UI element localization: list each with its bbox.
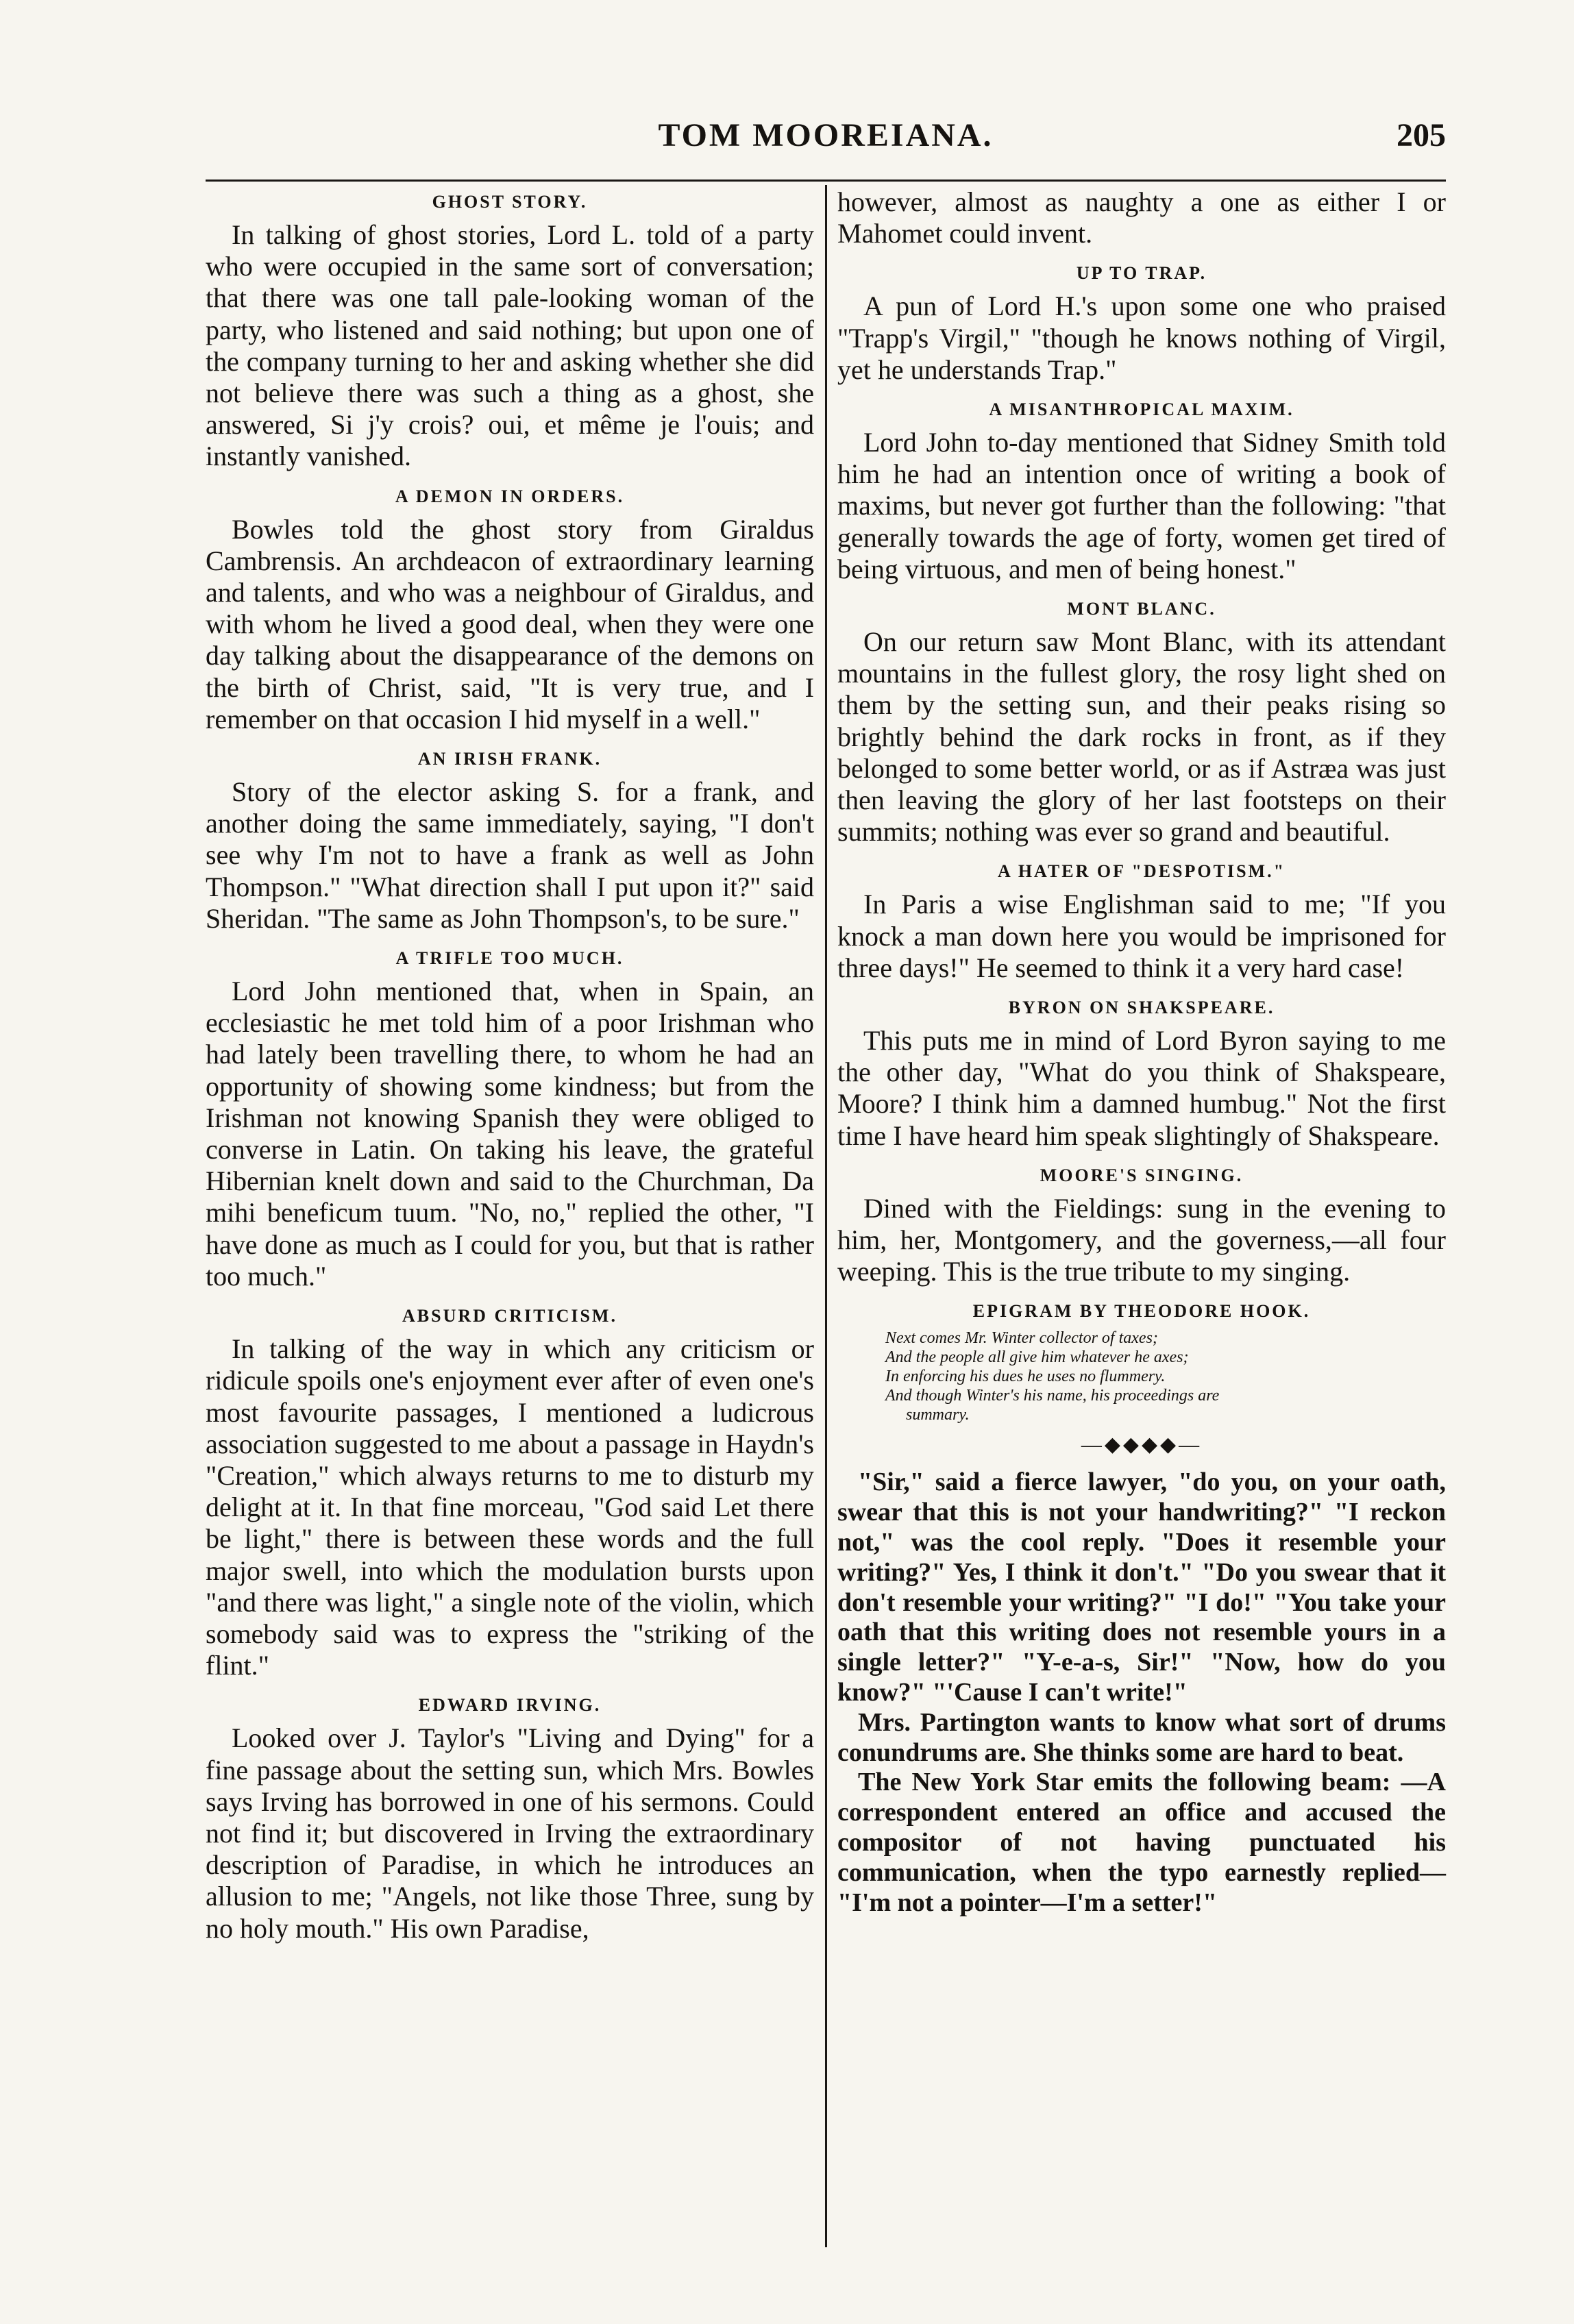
section-text: In talking of the way in which any criticism or ridicule spoils one's enjoyment ever after of even one's most favourite passages, I mentioned a ludicrous association suggested to me about a passage in Haydn's "Creation," which always returns to me to disturb my delight at it. In that fine morceau, "God said Let there be light," there is between these words and the full major swell, into which the modulation bursts upon "and there was light," a single note of the violin, which somebody said was to express the "striking of the flint." <box>206 1333 814 1681</box>
section-text: On our return saw Mont Blanc, with its attendant mountains in the fullest glory, the rosy light shed on them by the setting sun, and their peaks rising so brightly behind the dark rocks in front, as if they belonged to some better world, or as if Astræa was just then leaving the glory of her last footsteps on their summits; nothing was ever so grand and beautiful. <box>837 626 1446 848</box>
section-heading: EPIGRAM BY THEODORE HOOK. <box>972 1301 1311 1322</box>
section-epigram <box>837 1301 1446 1424</box>
section-edward-irving <box>206 1695 814 1944</box>
section-text: Lord John mentioned that, when in Spain, an ecclesiastic he met told him of a poor Irishman who had lately been travelling there, to whom he had an opportunity of showing some kindness; but from the Irishman not knowing Spanish they were obliged to converse in Latin. On taking his leave, the grateful Hibernian knelt down and said to the Churchman, Da mihi beneficum tuum. "No, no," replied the other, "I have done as much as I could for you, but that is rather too much." <box>206 976 814 1291</box>
section-text: Bowles told the ghost story from Giraldus Cambrensis. An archdeacon of extraordinary learning and talents, and who was a neighbour of Giraldus, and with whom he lived a good deal, when they were one day talking about the disappearance of the demons on the birth of Christ, said, "It is very true, and I remember on that occasion I hid myself in a well." <box>206 513 814 734</box>
section-text: This puts me in mind of Lord Byron saying to me the other day, "What do you think of Shakspeare, Moore? I think him a damned humbug." Not the first time I have heard him speak slightingly of Shakspeare. <box>837 1025 1446 1151</box>
section-heading: ABSURD CRITICISM. <box>402 1306 617 1326</box>
section-heading: A DEMON IN ORDERS. <box>395 486 625 506</box>
epigram-line: Next comes Mr. Winter collector of taxes; <box>885 1329 1158 1348</box>
section-heading: GHOST STORY. <box>432 192 588 212</box>
section-moores-singing <box>837 1165 1446 1288</box>
header-rule <box>206 180 1446 182</box>
section-heading: AN IRISH FRANK. <box>417 749 602 769</box>
continued-text: however, almost as naughty a one as either I or Mahomet could invent. <box>837 186 1446 249</box>
section-heading: EDWARD IRVING. <box>418 1695 602 1716</box>
section-irish-frank <box>206 749 814 935</box>
section-trifle-too-much <box>206 948 814 1292</box>
section-heading: A TRIFLE TOO MUCH. <box>395 948 624 969</box>
section-mont-blanc <box>837 599 1446 848</box>
section-misanthropical-maxim <box>837 399 1446 585</box>
section-text: In Paris a wise Englishman said to me; "If you knock a man down here you would be imprisoned for three days!" He seemed to think it a very hard case! <box>837 889 1446 983</box>
section-text: Lord John to-day mentioned that Sidney Smith told him he had an intention once of writing a book of maxims, but never got further than the following: "that generally towards the age of forty, women get tired of being virtuous, and men of being honest." <box>837 427 1446 584</box>
section-heading: MOORE'S SINGING. <box>1040 1165 1244 1185</box>
note-paragraph: Mrs. Partington wants to know what sort of drums conundrums are. She thinks some are hard to beat. <box>837 1707 1446 1767</box>
section-text: Looked over J. Taylor's "Living and Dying" for a fine passage about the setting sun, which Mrs. Bowles says Irving has borrowed in one of his sermons. Could not find it; but discovered in Irving the extraordinary description of Paradise, in which he introduces an allusion to me; "Angels, not like those Three, sung by no holy mouth." His own Paradise, <box>206 1722 814 1944</box>
note-paragraph: "Sir," said a fierce lawyer, "do you, on your oath, swear that this is not your handwriting?" "I reckon not," was the cool reply. "Does it resemble your writing?" Yes, I think it don't." "Do you swear that it don't resemble your writing?" "I do!" "You take your oath that this writing does not resemble yours in a single letter?" "Y-e-a-s, Sir!" "Now, how do you know?" "'Cause I can't write!" <box>837 1468 1446 1707</box>
page-number: 205 <box>1397 117 1446 153</box>
right-column <box>837 186 1446 1918</box>
running-title: TOM MOOREIANA. <box>658 117 994 153</box>
epigram-line: summary. <box>906 1406 970 1424</box>
column-divider <box>825 185 827 2247</box>
epigram-verse <box>885 1328 1446 1424</box>
left-column <box>206 186 814 1944</box>
section-demon-in-orders <box>206 486 814 735</box>
note-paragraph: The New York Star emits the following beam: —A correspondent entered an office and accused the compositor of not having punctuated his communication, when the typo earnestly replied— "I'm not a pointer—I'm a setter!" <box>837 1768 1446 1917</box>
section-heading: BYRON ON SHAKSPEARE. <box>1008 998 1275 1018</box>
section-text: Story of the elector asking S. for a frank, and another doing the same immediately, saying, "I don't see why I'm not to have a frank as well as John Thompson." "What direction shall I put upon it?" said Sheridan. "The same as John Thompson's, to be sure." <box>206 776 814 934</box>
section-ghost-story <box>206 192 814 473</box>
section-text: A pun of Lord H.'s upon some one who praised "Trapp's Virgil," "though he knows nothing of Virgil, yet he understands Trap." <box>837 290 1446 385</box>
section-up-to-trap <box>837 263 1446 386</box>
section-absurd-criticism <box>206 1306 814 1681</box>
epigram-line: And the people all give him whatever he axes; <box>885 1348 1189 1367</box>
section-heading: A MISANTHROPICAL MAXIM. <box>989 399 1294 420</box>
section-hater-of-despotism <box>837 861 1446 984</box>
section-text: In talking of ghost stories, Lord L. told of a party who were occupied in the same sort of conversation; that there was one tall pale-looking woman of the party, who listened and said nothing; but upon one of the company turning to her and asking whether she did not believe there was such a thing as a ghost, she answered, Si j'y crois? oui, et même je l'ouis; and instantly vanished. <box>206 219 814 472</box>
epigram-line: And though Winter's his name, his proceedings are <box>885 1387 1220 1405</box>
section-heading: MONT BLANC. <box>1067 599 1216 619</box>
epigram-line: In enforcing his dues he uses no flummery. <box>885 1368 1166 1386</box>
section-text: Dined with the Fieldings: sung in the evening to him, her, Montgomery, and the governess,—all four weeping. This is the true tribute to my singing. <box>837 1192 1446 1287</box>
page-header <box>206 116 1446 171</box>
ornament-divider: —◆◆◆◆— <box>1081 1433 1203 1457</box>
section-byron-on-shakspeare <box>837 998 1446 1152</box>
section-heading: A HATER OF "DESPOTISM." <box>997 861 1286 882</box>
section-heading: UP TO TRAP. <box>1076 263 1207 284</box>
